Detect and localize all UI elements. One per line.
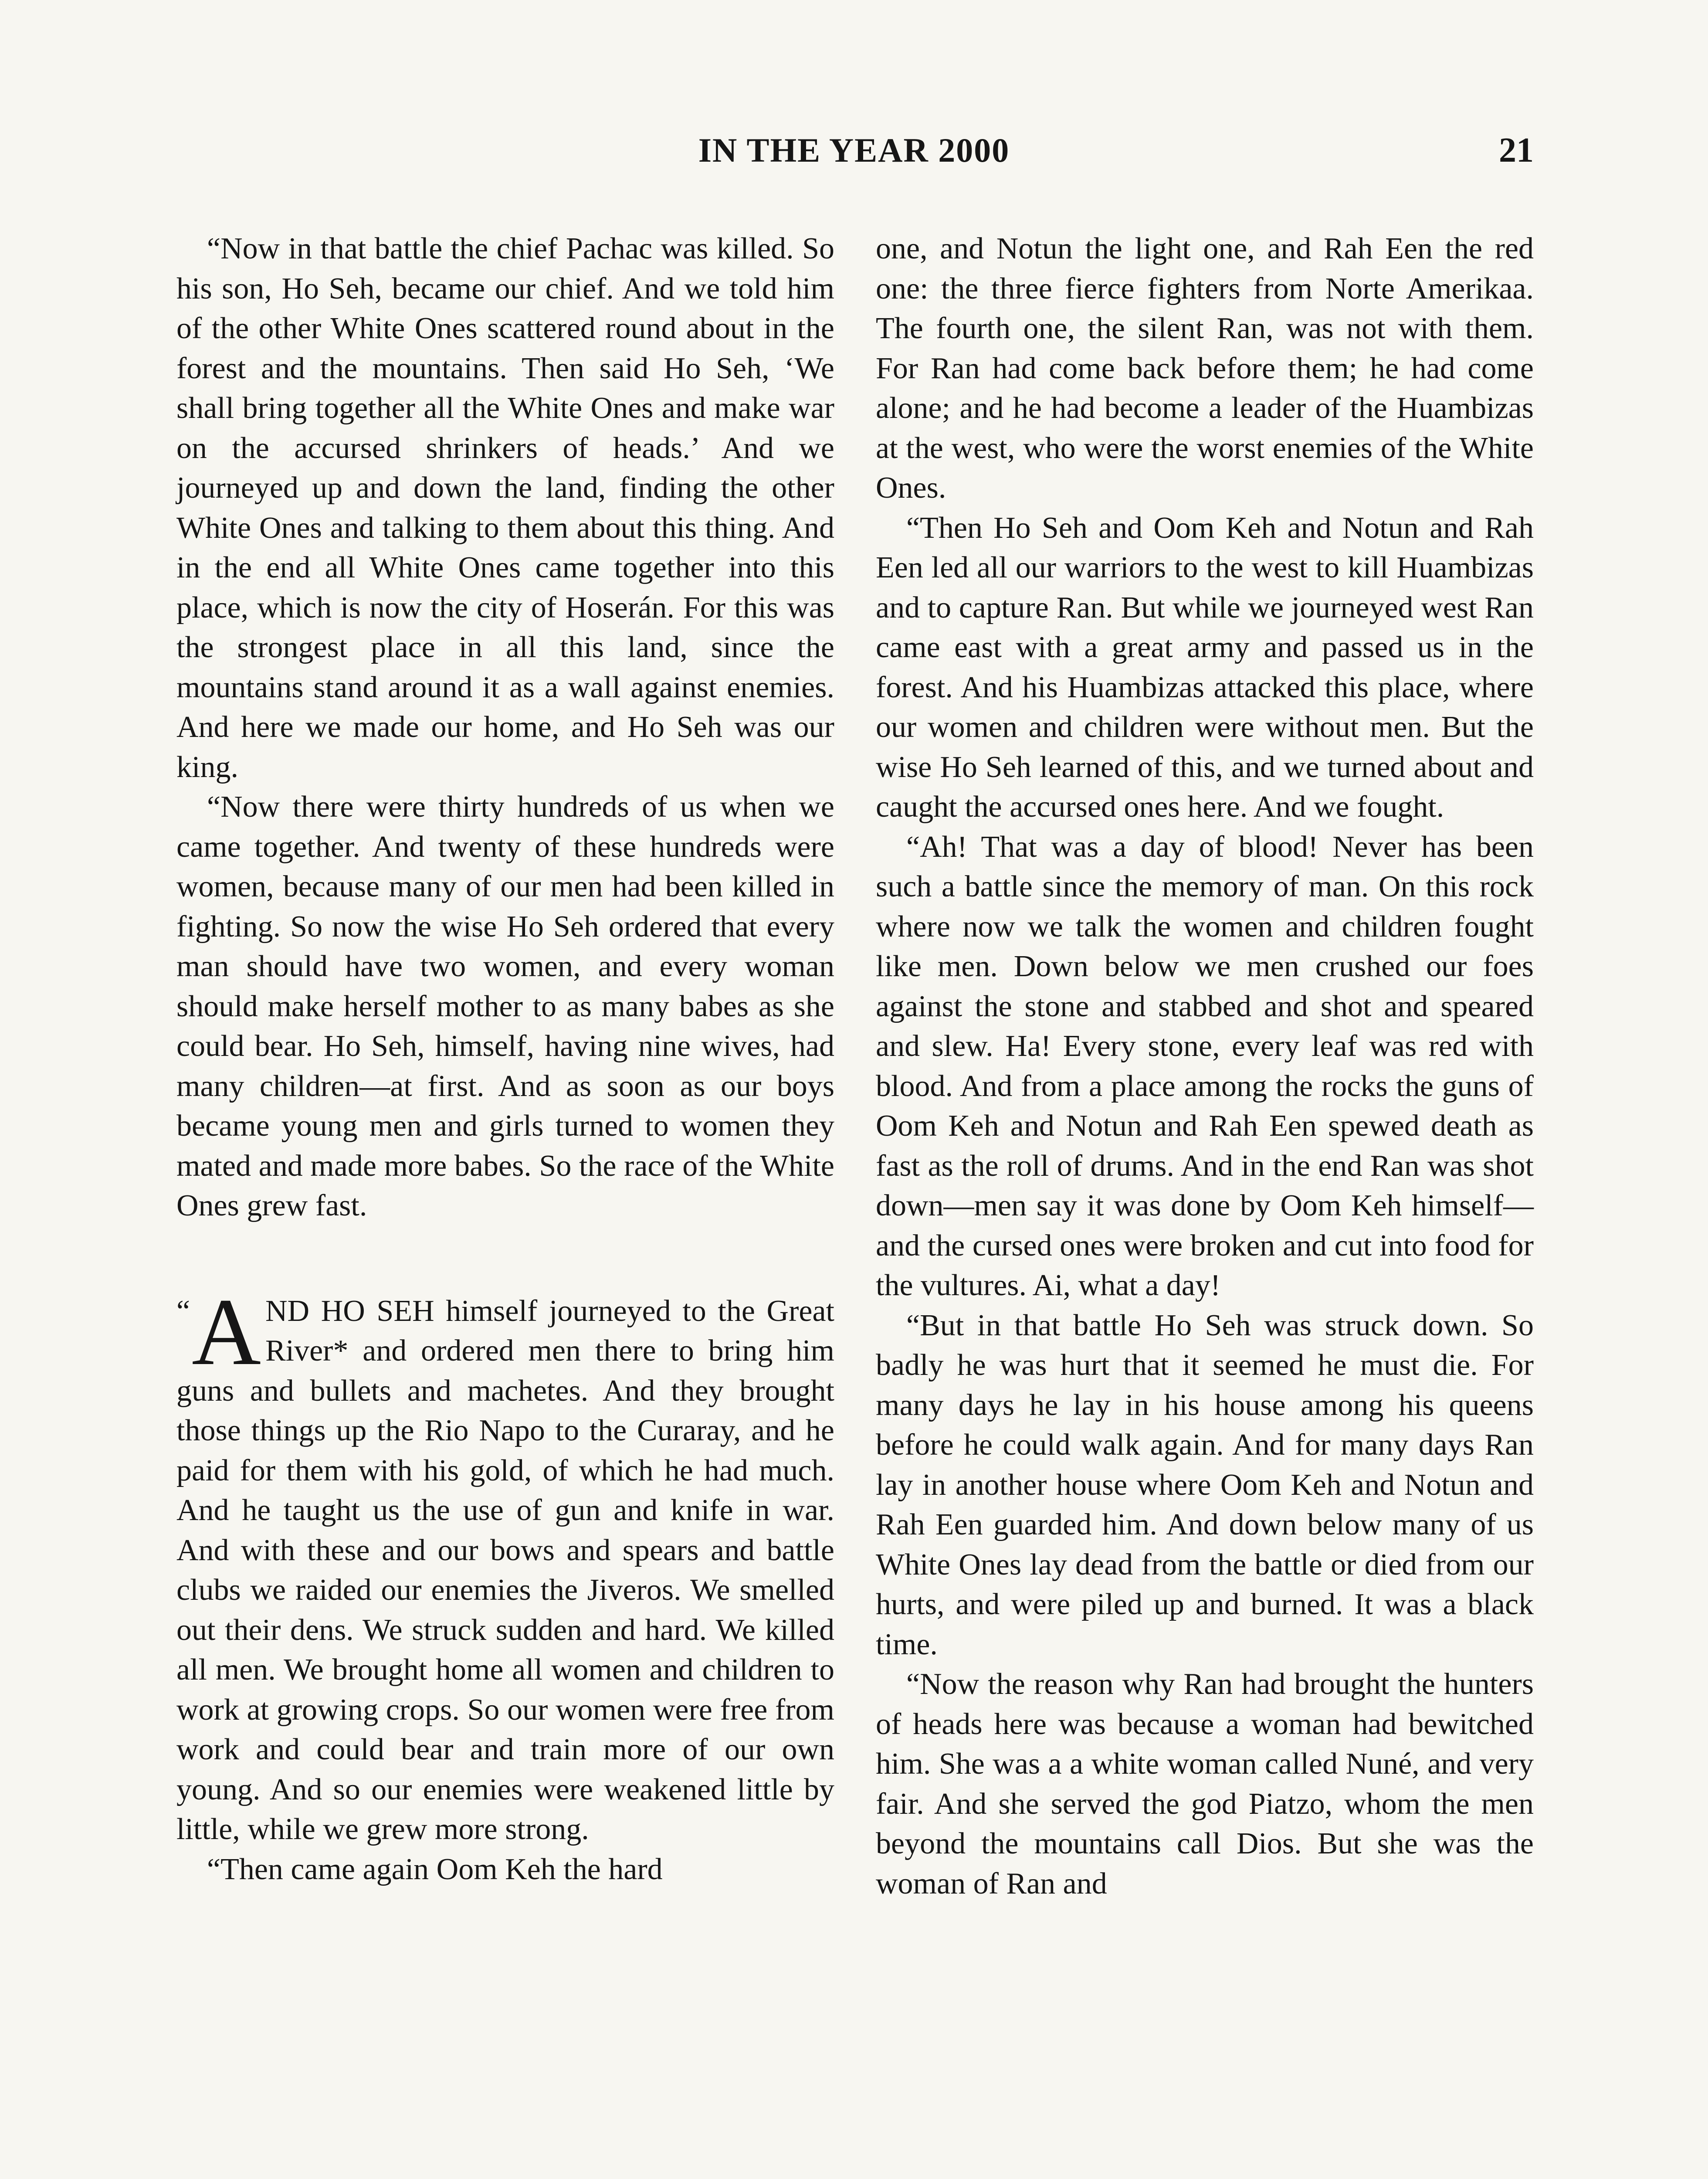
paragraph: “But in that battle Ho Seh was struck down. So badly he was hurt that it seemed he must die. For many days he lay in his house among his queens before he could walk again. And for many days Ran lay in another house where Oom Keh and Notun and Rah Een guarded him. And down below many of us White Ones lay dead from the battle or died from our hurts, and were piled up and burned. It was a black time. bbox=[876, 1308, 1534, 1661]
dropcap-quote: “ bbox=[176, 1294, 190, 1328]
page-header bbox=[174, 131, 1534, 196]
running-title: IN THE YEAR 2000 bbox=[698, 131, 1010, 169]
paragraph: “Now in that battle the chief Pachac was killed. So his son, Ho Seh, became our chief. And we told him of the other White Ones scattered round about in the forest and the mountains. Then said Ho Seh, ‘We shall bring together all the White Ones and make war on the accursed shrinkers of heads.’ And we journeyed up and down the land, finding the other White Ones and talking to them about this thing. And in the end all White Ones came together into this place, which is now the city of Hoserán. For this was the strongest place in all this land, since the mountains stand around it as a wall against enemies. And here we made our home, and Ho Seh was our king. bbox=[176, 232, 834, 784]
dropcap-smallcaps: ND HO SEH bbox=[265, 1294, 434, 1328]
paragraph: one, and Notun the light one, and Rah Een the red one: the three fierce fighters from Norte Amerikaa. The fourth one, the silent Ran, was not with them. For Ran had come back before them; he had come alone; and he had become a leader of the Huambizas at the west, who were the worst enemies of the White Ones. bbox=[876, 232, 1534, 505]
paragraph: “Now there were thirty hundreds of us when we came together. And twenty of these hundreds were women, because many of our men had been killed in fighting. So now the wise Ho Seh ordered that every man should have two women, and every woman should make herself mother to as many babes as she could bear. Ho Seh, himself, having nine wives, had many children—at first. And as soon as our boys became young men and girls turned to women they mated and made more babes. So the race of the White Ones grew fast. bbox=[176, 790, 834, 1222]
paragraph: “Ah! That was a day of blood! Never has been such a battle since the memory of man. On this rock where now we talk the women and children fought like men. Down below we men crushed our foes against the stone and stabbed and shot and speared and slew. Ha! Every stone, every leaf was red with blood. And from a place among the rocks the guns of Oom Keh and Notun and Rah Een spewed death as fast as the roll of drums. And in the end Ran was shot down—men say it was done by Oom Keh himself—and the cursed ones were broken and cut into food for the vultures. Ai, what a day! bbox=[876, 830, 1534, 1302]
dropcap-paragraph bbox=[176, 1278, 835, 1850]
paragraph: “Then Ho Seh and Oom Keh and Notun and Rah Een led all our warriors to the west to kill Huambizas and to capture Ran. But while we journeyed west Ran came east with a great army and passed us in the forest. And his Huambizas attacked this place, where our women and children were without men. But the wise Ho Seh learned of this, and we turned about and caught the accursed ones here. And we fought. bbox=[876, 511, 1534, 824]
paragraph: “Now the reason why Ran had brought the hunters of heads here was because a woman had bewitched him. She was a a white woman called Nuné, and very fair. And she served the god Piatzo, whom the men beyond the mountains call Dios. But she was the woman of Ran and bbox=[876, 1667, 1534, 1901]
right-column bbox=[876, 229, 1534, 1904]
section-break bbox=[176, 1226, 834, 1291]
paragraph: “Then came again Oom Keh the hard bbox=[207, 1852, 663, 1886]
left-column bbox=[176, 229, 834, 1889]
dropcap-paragraph-rest: himself journeyed to the Great River* and ordered men there to bring him guns and bullets and machetes. And they brought those things up the Rio Napo to the Curaray, and he paid for them with his gold, of which he had much. And he taught us the use of gun and knife in war. And with these and our bows and spears and battle clubs we raided our enemies the Jiveros. We smelled out their dens. We struck sudden and hard. We killed all men. We brought home all women and children to work at growing crops. So our women were free from work and could bear and train more of our own young. And so our enemies were weakened little by little, while we grew more strong. bbox=[176, 1294, 835, 1846]
page-number: 21 bbox=[1499, 131, 1534, 170]
dropcap-letter: A bbox=[192, 1278, 261, 1385]
